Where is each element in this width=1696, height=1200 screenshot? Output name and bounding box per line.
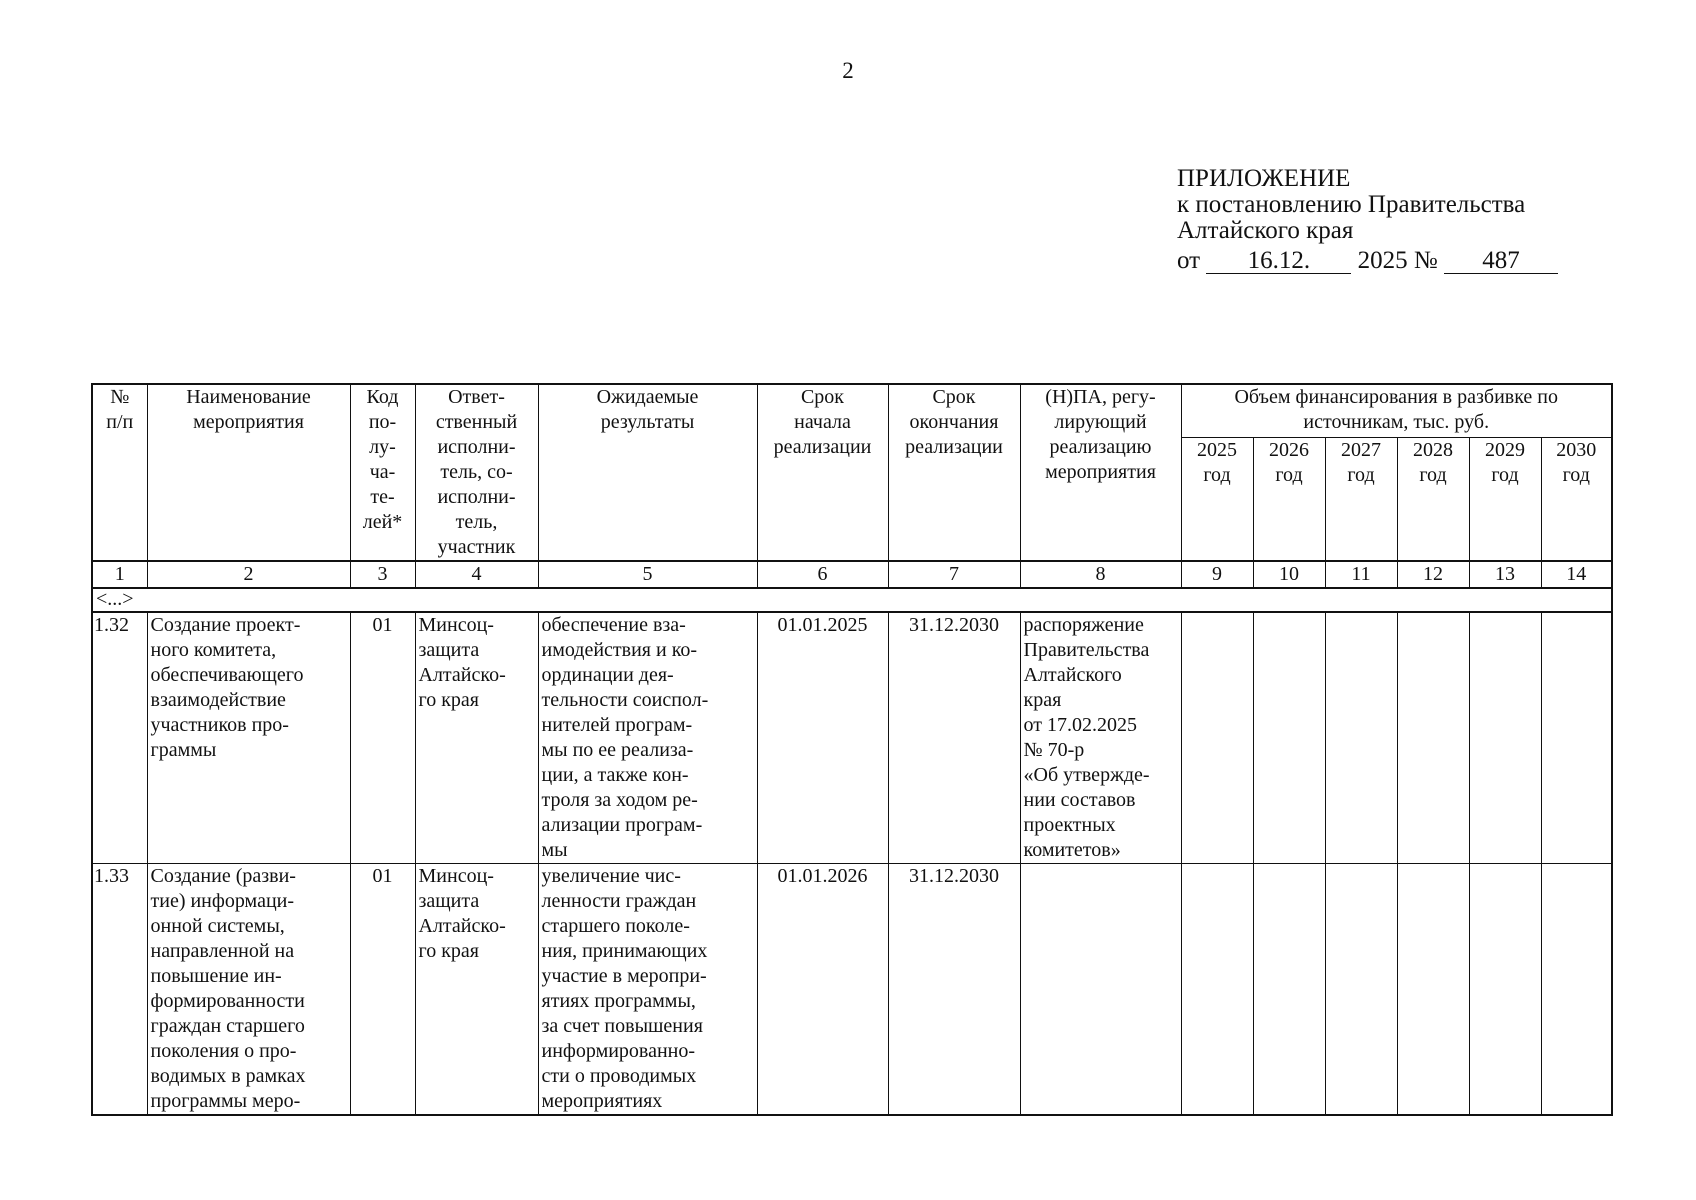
start-date: 01.01.2026 <box>757 864 888 1116</box>
column-number: 10 <box>1253 561 1325 588</box>
header-year: 2025 год <box>1181 438 1253 561</box>
financing-table <box>91 383 1613 1116</box>
header-finance: Объем финансирования в разбивке по источникам, тыс. руб. <box>1181 384 1612 438</box>
column-number: 12 <box>1397 561 1469 588</box>
event-name: Создание (разви- тие) информаци- онной системы, направленной на повышение ин- формированности граждан старшего поколения о про- водимых в рамках программы меро- <box>147 864 350 1116</box>
resolution-number: 487 <box>1444 249 1558 274</box>
finance-cell <box>1469 864 1541 1116</box>
finance-cell <box>1253 612 1325 864</box>
column-number: 11 <box>1325 561 1397 588</box>
row-number: 1.32 <box>92 612 147 864</box>
column-number: 2 <box>147 561 350 588</box>
date-prefix: от <box>1177 247 1201 274</box>
row-number: 1.33 <box>92 864 147 1116</box>
finance-cell <box>1469 612 1541 864</box>
event-name: Создание проект- ного комитета, обеспечивающего взаимодействие участников про- граммы <box>147 612 350 864</box>
finance-cell <box>1541 864 1612 1116</box>
table-row <box>92 864 1612 1116</box>
appendix-date-line <box>1177 248 1558 274</box>
header-year: 2026 год <box>1253 438 1325 561</box>
header-year: 2029 год <box>1469 438 1541 561</box>
finance-cell <box>1397 864 1469 1116</box>
header-results: Ожидаемые результаты <box>538 384 757 561</box>
regulating-act: распоряжение Правительства Алтайского края от 17.02.2025 № 70-р «Об утвержде- нии составов проектных комитетов» <box>1020 612 1181 864</box>
header-year: 2027 год <box>1325 438 1397 561</box>
column-number: 7 <box>888 561 1020 588</box>
header-year: 2028 год <box>1397 438 1469 561</box>
appendix-line-2: к постановлению Правительства <box>1177 191 1526 218</box>
column-number: 14 <box>1541 561 1612 588</box>
finance-cell <box>1541 612 1612 864</box>
column-number: 6 <box>757 561 888 588</box>
header-name: Наименование мероприятия <box>147 384 350 561</box>
recipient-code: 01 <box>350 864 415 1116</box>
executor: Минсоц- защита Алтайско- го края <box>415 864 538 1116</box>
end-date: 31.12.2030 <box>888 612 1020 864</box>
header-row-1 <box>92 384 1612 438</box>
column-number: 1 <box>92 561 147 588</box>
finance-cell <box>1181 612 1253 864</box>
column-numbers-row <box>92 561 1612 588</box>
column-number: 8 <box>1020 561 1181 588</box>
expected-results: обеспечение вза- имодействия и ко- ординации дея- тельности соиспол- нителей програм- мы по ее реализа- ции, а также кон- троля за ходом ре- ализации програм- мы <box>538 612 757 864</box>
column-number: 4 <box>415 561 538 588</box>
year-number-label: 2025 № <box>1357 247 1438 274</box>
recipient-code: 01 <box>350 612 415 864</box>
executor: Минсоц- защита Алтайско- го края <box>415 612 538 864</box>
header-npa: (Н)ПА, регу- лирующий реализацию мероприятия <box>1020 384 1181 561</box>
page-number: 2 <box>842 58 854 83</box>
finance-cell <box>1253 864 1325 1116</box>
appendix-title: ПРИЛОЖЕНИЕ <box>1177 165 1351 192</box>
column-number: 9 <box>1181 561 1253 588</box>
finance-cell <box>1397 612 1469 864</box>
header-end: Срок окончания реализации <box>888 384 1020 561</box>
header-start: Срок начала реализации <box>757 384 888 561</box>
start-date: 01.01.2025 <box>757 612 888 864</box>
appendix-line-3: Алтайского края <box>1177 217 1354 244</box>
table-row <box>92 612 1612 864</box>
header-year: 2030 год <box>1541 438 1612 561</box>
ellipsis: <...> <box>92 588 1612 612</box>
column-number: 5 <box>538 561 757 588</box>
column-number: 3 <box>350 561 415 588</box>
header-code: Код по- лу- ча- те- лей* <box>350 384 415 561</box>
finance-cell <box>1325 612 1397 864</box>
expected-results: увеличение чис- ленности граждан старшего поколе- ния, принимающих участие в меропри- ятиях программы, за счет повышения информированно- сти о проводимых мероприятиях <box>538 864 757 1116</box>
column-number: 13 <box>1469 561 1541 588</box>
finance-cell <box>1325 864 1397 1116</box>
resolution-date: 16.12. <box>1206 249 1351 274</box>
ellipsis-row <box>92 588 1612 612</box>
end-date: 31.12.2030 <box>888 864 1020 1116</box>
header-num: № п/п <box>92 384 147 561</box>
appendix-header <box>1177 166 1558 274</box>
regulating-act <box>1020 864 1181 1116</box>
header-executor: Ответ- ственный исполни- тель, со- исполни- тель, участник <box>415 384 538 561</box>
finance-cell <box>1181 864 1253 1116</box>
